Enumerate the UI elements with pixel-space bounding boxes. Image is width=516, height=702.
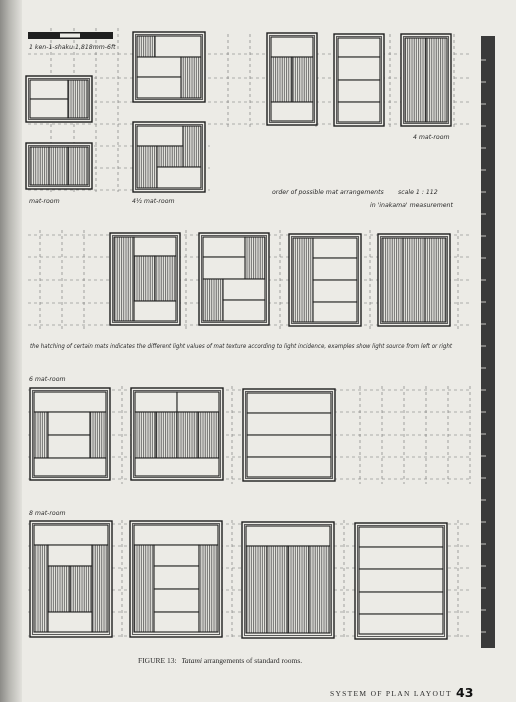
room-r1-d — [401, 34, 451, 126]
tatami-mat-hatched — [68, 147, 88, 185]
figure-number: FIGURE 13: — [138, 656, 177, 665]
tatami-mat — [134, 525, 218, 545]
tatami-mat — [247, 413, 331, 435]
tatami-mat — [34, 392, 106, 412]
tatami-mat — [223, 300, 265, 321]
section-footer: SYSTEM OF PLAN LAYOUT — [330, 689, 452, 698]
room-r3-a — [30, 388, 110, 480]
tatami-mat-hatched — [426, 38, 447, 122]
room-r4-b — [130, 521, 222, 637]
tatami-mat — [313, 280, 357, 302]
figure-caption-italic: Tatami — [181, 656, 202, 665]
room-r1-c — [334, 34, 384, 126]
tatami-mat — [154, 566, 199, 589]
tatami-mat — [134, 237, 176, 256]
tatami-mat — [313, 302, 357, 322]
room-r4-c — [242, 522, 334, 638]
room-r4-a — [30, 521, 112, 637]
six-mat-room-label: 6 mat-room — [29, 376, 66, 383]
tatami-mat-hatched — [403, 238, 425, 322]
room-r2-a — [110, 233, 180, 325]
tatami-mat — [203, 257, 245, 279]
tatami-mat — [134, 301, 176, 321]
unit-measure-label: 1 ken-1-shaku 1,818mm-6ft — [29, 44, 116, 51]
tatami-mat — [247, 435, 331, 457]
tatami-mat — [30, 99, 68, 118]
tatami-mat-hatched — [134, 545, 154, 632]
tatami-mat-hatched — [156, 412, 177, 458]
side-column-bar — [481, 36, 495, 648]
tatami-mat — [48, 545, 92, 566]
tatami-mat-hatched — [425, 238, 446, 322]
tatami-mat — [48, 612, 92, 632]
tatami-mat-hatched — [49, 147, 68, 185]
tatami-mat-hatched — [198, 412, 219, 458]
tatami-mat-hatched — [199, 545, 218, 632]
figure-caption-rest: arrangements of standard rooms. — [203, 656, 303, 665]
tatami-mat — [203, 237, 245, 257]
tatami-mat — [359, 527, 443, 547]
tatami-mat — [338, 80, 380, 102]
tatami-mat-hatched — [34, 412, 48, 458]
tatami-mat — [247, 393, 331, 413]
tatami-mat — [34, 458, 106, 476]
figure-caption — [138, 656, 302, 665]
tatami-mat-hatched — [137, 36, 155, 57]
tatami-mat-hatched — [292, 57, 313, 102]
tatami-mat-hatched — [90, 412, 106, 458]
tatami-mat-hatched — [48, 566, 70, 612]
tatami-mat-hatched — [177, 412, 198, 458]
tatami-mat — [30, 80, 68, 99]
tatami-mat — [48, 412, 90, 435]
tatami-mat-hatched — [135, 412, 156, 458]
tatami-mat-hatched — [157, 146, 183, 167]
tatami-mat — [137, 126, 183, 146]
tatami-mat-hatched — [34, 545, 48, 632]
tatami-mat-hatched — [267, 546, 288, 633]
tatami-mat-hatched — [137, 146, 157, 188]
tatami-mat — [154, 589, 199, 612]
tatami-mat-hatched — [181, 57, 201, 98]
tatami-mat — [137, 77, 181, 98]
tatami-mat — [359, 547, 443, 569]
room-r1-b — [267, 33, 317, 125]
tatami-mat — [359, 592, 443, 614]
tatami-mat — [157, 167, 201, 188]
room-r1-g — [133, 122, 205, 192]
tatami-mat-hatched — [92, 545, 108, 632]
inakama-caption: in 'inakama' measurement — [370, 202, 453, 209]
tatami-mat — [247, 457, 331, 477]
room-r1-a — [133, 32, 205, 102]
tatami-mat — [313, 258, 357, 280]
room-r2-b — [199, 233, 269, 325]
tatami-mat — [271, 102, 313, 121]
tatami-mat-hatched — [246, 546, 267, 633]
four-mat-room-label: 4 mat-room — [413, 134, 450, 141]
room-r3-c — [243, 389, 335, 481]
tatami-mats-layer — [26, 32, 505, 639]
tatami-mat — [338, 102, 380, 122]
tatami-mat — [338, 57, 380, 80]
tatami-mat-hatched — [68, 80, 88, 118]
room-r4-d — [355, 523, 447, 639]
room-r1-e — [26, 76, 92, 122]
page-number: 43 — [456, 685, 474, 700]
scale-label: scale 1 : 112 — [398, 189, 438, 196]
tatami-mat-hatched — [405, 38, 426, 122]
tatami-mat — [137, 57, 181, 77]
tatami-mat — [359, 569, 443, 592]
tatami-mat — [34, 525, 108, 545]
tatami-mat — [154, 612, 199, 632]
tatami-mat-hatched — [288, 546, 309, 633]
tatami-mat — [154, 545, 199, 566]
tatami-mat — [313, 238, 357, 258]
tatami-mat-hatched — [271, 57, 292, 102]
tatami-mat-hatched — [70, 566, 92, 612]
tatami-mat-hatched — [203, 279, 223, 321]
room-r3-b — [131, 388, 223, 480]
room-r2-d — [378, 234, 450, 326]
tatami-mat — [338, 38, 380, 57]
tatami-mat-hatched — [183, 126, 201, 167]
tatami-mat — [177, 392, 219, 412]
tatami-mat — [223, 279, 265, 300]
scale-bar — [28, 32, 113, 39]
tatami-mat — [48, 435, 90, 458]
mat-room-label: mat-room — [29, 198, 60, 205]
tatami-mat-hatched — [309, 546, 330, 633]
tatami-mat — [135, 392, 177, 412]
tatami-mat — [271, 37, 313, 57]
tatami-mat — [359, 614, 443, 634]
four-half-mat-room-label: 4½ mat-room — [132, 198, 175, 205]
tatami-mat-hatched — [155, 256, 176, 301]
tatami-mat — [135, 458, 219, 476]
tatami-mat-hatched — [382, 238, 403, 322]
tatami-mat-hatched — [114, 237, 134, 321]
tatami-mat-hatched — [293, 238, 313, 322]
eight-mat-room-label: 8 mat-room — [29, 510, 66, 517]
tatami-mat — [155, 36, 201, 57]
tatami-mat-hatched — [30, 147, 49, 185]
hatching-caption: the hatching of certain mats indicates the different light values of mat texture according to light incidence, examples show light source from left or right — [30, 343, 505, 350]
tatami-mat-hatched — [245, 237, 265, 279]
room-r1-f — [26, 143, 92, 189]
arrangement-order-caption: order of possible mat arrangements — [272, 189, 384, 196]
tatami-mat — [246, 526, 330, 546]
tatami-mat-hatched — [134, 256, 155, 301]
room-r2-c — [289, 234, 361, 326]
